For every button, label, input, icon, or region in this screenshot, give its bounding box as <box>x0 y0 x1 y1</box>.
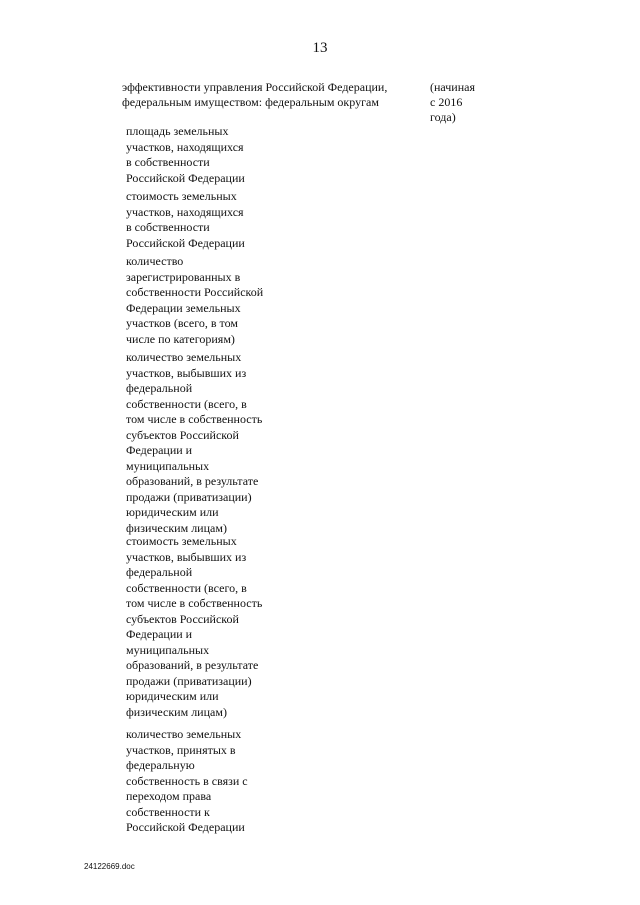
indicator-disposed-plots-value: стоимость земельных участков, выбывших из федеральной собственности (всего, в том числе в собственность субъектов Российской Федерации и муниципальных образований, в результате продажи (приватизации) юридическим или физическим лицам) <box>126 534 263 719</box>
header-right-text: (начиная с 2016 года) <box>430 80 475 124</box>
indicator-registered-plots-count: количество зарегистрированных в собственности Российской Федерации земельных участков (всего, в том числе по категориям) <box>126 254 264 346</box>
page-number: 13 <box>312 40 328 56</box>
indicator-accepted-plots-count: количество земельных участков, принятых в федеральную собственность в связи с переходом права собственности к Российской Федерации <box>126 727 248 834</box>
document-footer: 24122669.doc <box>84 862 135 871</box>
indicator-disposed-plots-count: количество земельных участков, выбывших из федеральной собственности (всего, в том числе в собственность субъектов Российской Федерации и муниципальных образований, в результате продажи (приватизации) юридическим или физическим лицам) <box>126 350 263 535</box>
indicator-land-value: стоимость земельных участков, находящихся в собственности Российской Федерации <box>126 189 245 250</box>
header-left-text: эффективности управления Российской Федерации, федеральным имуществом: федеральным округам <box>122 80 388 109</box>
indicator-land-area: площадь земельных участков, находящихся в собственности Российской Федерации <box>126 124 245 185</box>
